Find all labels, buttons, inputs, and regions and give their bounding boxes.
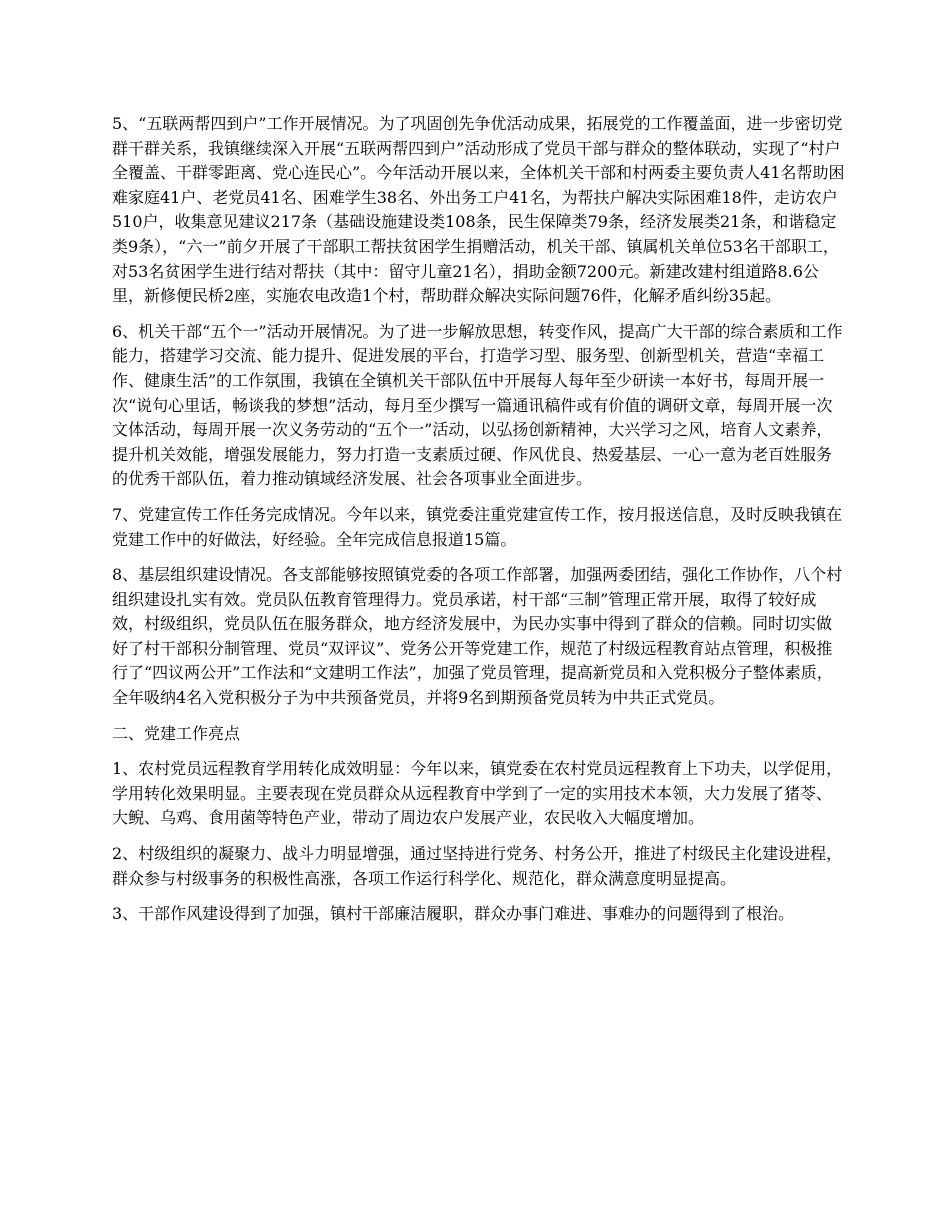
paragraph-section-5: 5、“五联两帮四到户”工作开展情况。为了巩固创先争优活动成果，拓展党的工作覆盖面，进一步密切党群干群关系，我镇继续深入开展“五联两帮四到户”活动形成了党员干部与群众的整体联动，实现了“村户全覆盖、干群零距离、党心连民心”。今年活动开展以来，全体机关干部和村两委主要负责人41名帮助困难家庭41户、老党员41名、困难学生38名、外出务工户41名，为帮扶户解决实际困难18件，走访农户510户，收集意见建议217条（基础设施建设类108条，民生保障类79条，经济发展类21条，和谐稳定类9条），“六一”前夕开展了干部职工帮扶贫困学生捐赠活动，机关干部、镇属机关单位53名干部职工，对53名贫困学生进行结对帮扶（其中：留守儿童21名），捐助金额7200元。新建改建村组道路8.6公里，新修便民桥2座，实施农电改造1个村，帮助群众解决实际问题76件，化解矛盾纠纷35起。 — [112, 114, 845, 306]
document-body — [112, 112, 847, 938]
paragraph-highlight-1: 1、农村党员远程教育学用转化成效明显：今年以来，镇党委在农村党员远程教育上下功夫，以学促用，学用转化效果明显。主要表现在党员群众从远程教育中学到了一定的实用技术本领，大力发展了猪苓、大鲵、乌鸡、食用菌等特色产业，带动了周边农户发展产业，农民收入大幅度增加。 — [112, 759, 843, 828]
paragraph-section-6: 6、机关干部“五个一”活动开展情况。为了进一步解放思想，转变作风，提高广大干部的综合素质和工作能力，搭建学习交流、能力提升、促进发展的平台，打造学习型、服务型、创新型机关，营造“幸福工作、健康生活”的工作氛围，我镇在全镇机关干部队伍中开展每人每年至少研读一本好书，每周开展一次“说句心里话，畅谈我的梦想”活动，每月至少撰写一篇通讯稿件或有价值的调研文章，每周开展一次文体活动，每周开展一次义务劳动的“五个一”活动，以弘扬创新精神，大兴学习之风，培育人文素养，提升机关效能，增强发展能力，努力打造一支素质过硬、作风优良、热爱基层、一心一意为老百姓服务的优秀干部队伍，着力推动镇域经济发展、社会各项事业全面进步。 — [112, 321, 843, 489]
paragraph-section-7: 7、党建宣传工作任务完成情况。今年以来，镇党委注重党建宣传工作，按月报送信息，及时反映我镇在党建工作中的好做法，好经验。全年完成信息报道15篇。 — [112, 504, 843, 549]
section-heading-highlights: 二、党建工作亮点 — [112, 723, 241, 743]
paragraph-highlight-2: 2、村级组织的凝聚力、战斗力明显增强，通过坚持进行党务、村务公开，推进了村级民主化建设进程，群众参与村级事务的积极性高涨，各项工作运行科学化、规范化，群众满意度明显提高。 — [112, 844, 843, 888]
paragraph-highlight-3: 3、干部作风建设得到了加强，镇村干部廉洁履职，群众办事门难进、事难办的问题得到了根治。 — [112, 904, 795, 924]
paragraph-section-8: 8、基层组织建设情况。各支部能够按照镇党委的各项工作部署，加强两委团结，强化工作协作，八个村组织建设扎实有效。党员队伍教育管理得力。党员承诺，村干部“三制”管理正常开展，取得了较好成效，村级组织，党员队伍在服务群众，地方经济发展中，为民办实事中得到了群众的信赖。同时切实做好了村干部积分制管理、党员“双评议”、党务公开等党建工作，规范了村级远程教育站点管理，积极推行了“四议两公开”工作法和“文建明工作法”，加强了党员管理，提高新党员和入党积极分子整体素质，全年吸纳4名入党积极分子为中共预备党员，并将9名到期预备党员转为中共正式党员。 — [112, 565, 843, 708]
